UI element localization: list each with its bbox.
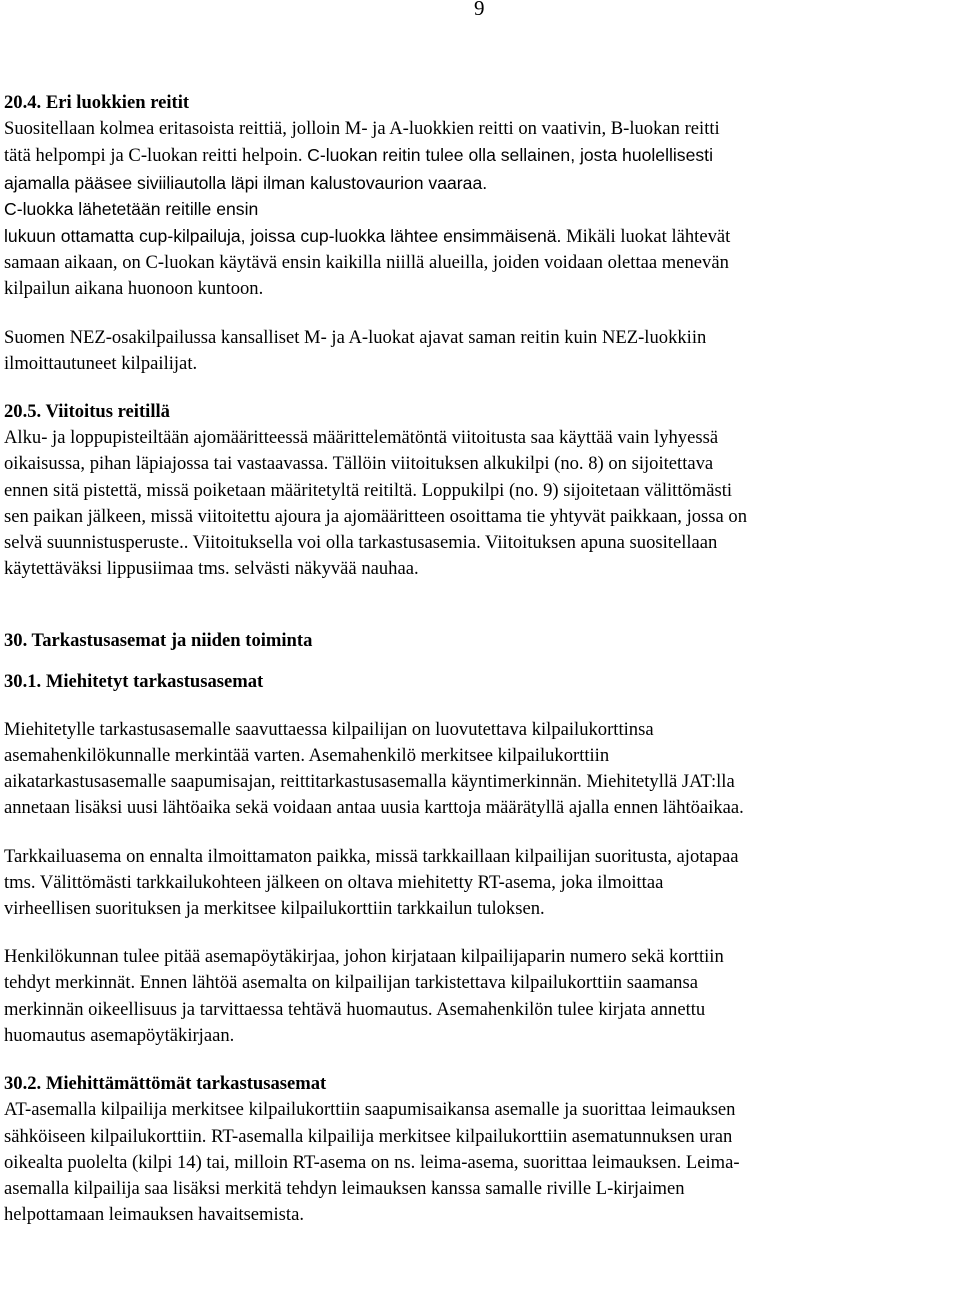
text-line: Alku- ja loppupisteiltään ajomääritteessä määrittelemätöntä viitoitusta saa käyttää vain lyhyessä [4, 427, 719, 449]
text-line: aikatarkastusasemalle saapumisajan, reittitarkastusasemalla käyntimerkinnän. Miehitetyllä JAT:lla [4, 771, 735, 793]
text-line: Suositellaan kolmea eritasoista reittiä, jolloin M- ja A-luokkien reitti on vaativin, B-luokan reitti [4, 118, 720, 140]
section-20-4-paragraph [4, 116, 960, 302]
text-line: virheellisen suorituksen ja merkitsee kilpailukorttiin tarkkailun tuloksen. [4, 898, 545, 920]
paragraph-gap [4, 822, 960, 844]
text-line [4, 142, 960, 169]
section-30-1-paragraph-1 [4, 717, 960, 822]
text-fragment: lukuun ottamatta cup-kilpailuja, joissa cup-luokka lähtee ensimmäisenä. [4, 226, 562, 247]
text-line: annetaan lisäksi uusi lähtöaika sekä voidaan antaa uusia karttoja määrätyllä ajalla ennen lähtöaikaa. [4, 797, 744, 819]
text-fragment: tätä helpompi ja C-luokan reitti helpoin. [4, 145, 308, 167]
paragraph-gap [4, 655, 960, 669]
text-line [4, 223, 960, 250]
text-line: ilmoittautuneet kilpailijat. [4, 352, 198, 374]
text-line: Tarkkailuasema on ennalta ilmoittamaton paikka, missä tarkkaillaan kilpailijan suoritusta, ajotapaa [4, 845, 739, 867]
section-heading-20-4: 20.4. Eri luokkien reitit [4, 92, 190, 113]
section-30-1-paragraph-3 [4, 944, 960, 1049]
paragraph-gap [4, 377, 960, 399]
paragraph-gap [4, 695, 960, 717]
section-30-2-paragraph [4, 1097, 960, 1228]
paragraph-gap [4, 303, 960, 325]
text-line: ajamalla pääsee siviiliautolla läpi ilman kalustovaurion vaaraa. [4, 172, 488, 193]
text-line: AT-asemalla kilpailija merkitsee kilpailukorttiin saapumisaikansa asemalle ja suorittaa leimauksen [4, 1099, 736, 1121]
paragraph-gap [4, 582, 960, 628]
text-line: helpottamaan leimauksen havaitsemista. [4, 1204, 304, 1226]
text-line: sähköiseen kilpailukorttiin. RT-asemalla kilpailija merkitsee kilpailukorttiin asematunnuksen uran [4, 1125, 733, 1147]
page-number: 9 [474, 0, 485, 20]
text-fragment: Mikäli luokat lähtevät [561, 226, 731, 248]
paragraph-gap [4, 922, 960, 944]
text-line: Henkilökunnan tulee pitää asemapöytäkirjaa, johon kirjataan kilpailijaparin numero sekä korttiin [4, 946, 724, 968]
text-line: Miehitetylle tarkastusasemalle saavuttaessa kilpailijan on luovutettava kilpailukorttinsa [4, 718, 654, 740]
text-fragment: C-luokka lähetetään reitille ensin [4, 198, 259, 219]
section-heading-30-1: 30.1. Miehitetyt tarkastusasemat [4, 670, 264, 692]
section-heading-30: 30. Tarkastusasemat ja niiden toiminta [4, 630, 313, 652]
text-line: sen paikan jälkeen, missä viitoitettu ajoura ja ajomääritteen osoittama tie yhtyvät paikkaan, jossa on [4, 505, 748, 527]
text-line: Suomen NEZ-osakilpailussa kansalliset M- ja A-luokat ajavat saman reitin kuin NEZ-luokkiin [4, 326, 707, 348]
text-line: selvä suunnistusperuste.. Viitoituksella voi olla tarkastusasemia. Viitoituksen apuna suositellaan [4, 532, 718, 554]
text-line: käytettäväksi lippusiimaa tms. selvästi näkyvää nauhaa. [4, 558, 419, 580]
section-20-4-nez-paragraph [4, 325, 960, 377]
text-line [4, 196, 960, 223]
text-line: tms. Välittömästi tarkkailukohteen jälkeen on oltava miehitetty RT-asema, joka ilmoittaa [4, 871, 664, 893]
text-fragment: C-luokan reitin tulee olla sellainen, josta huolellisesti [307, 145, 713, 166]
text-line: kilpailun aikana huonoon kuntoon. [4, 278, 264, 300]
text-line: huomautus asemapöytäkirjaan. [4, 1024, 235, 1046]
text-line: oikaisussa, pihan läpiajossa tai vastaavassa. Tällöin viitoituksen alkukilpi (no. 8) on sijoitettava [4, 453, 714, 475]
text-line: asemahenkilökunnalle merkintää varten. Asemahenkilö merkitsee kilpailukorttiin [4, 745, 610, 767]
text-line: asemalla kilpailija saa lisäksi merkitä tehdyn leimauksen kanssa samalle riville L-kirjaimen [4, 1177, 685, 1199]
section-20-5-paragraph [4, 425, 960, 582]
paragraph-gap [4, 1049, 960, 1071]
text-line: tehdyt merkinnät. Ennen lähtöä asemalta on kilpailijan tarkistettava kilpailukorttiin saamansa [4, 972, 698, 994]
document-body [4, 90, 960, 1228]
section-heading-30-2: 30.2. Miehittämättömät tarkastusasemat [4, 1073, 327, 1095]
text-line: oikealta puolelta (kilpi 14) tai, milloin RT-asema on ns. leima-asema, suorittaa leimauksen. Leima- [4, 1151, 740, 1173]
text-line: merkinnän oikeellisuus ja tarvittaessa tehtävä huomautus. Asemahenkilön tulee kirjata annettu [4, 998, 706, 1020]
text-line: samaan aikaan, on C-luokan käytävä ensin kaikilla niillä alueilla, joiden voidaan olettaa menevän [4, 252, 729, 274]
text-line: ennen sitä pistettä, missä poiketaan määritetyltä reitiltä. Loppukilpi (no. 9) sijoitetaan välittömästi [4, 479, 733, 501]
section-30-1-paragraph-2 [4, 844, 960, 923]
section-heading-20-5: 20.5. Viitoitus reitillä [4, 401, 170, 423]
